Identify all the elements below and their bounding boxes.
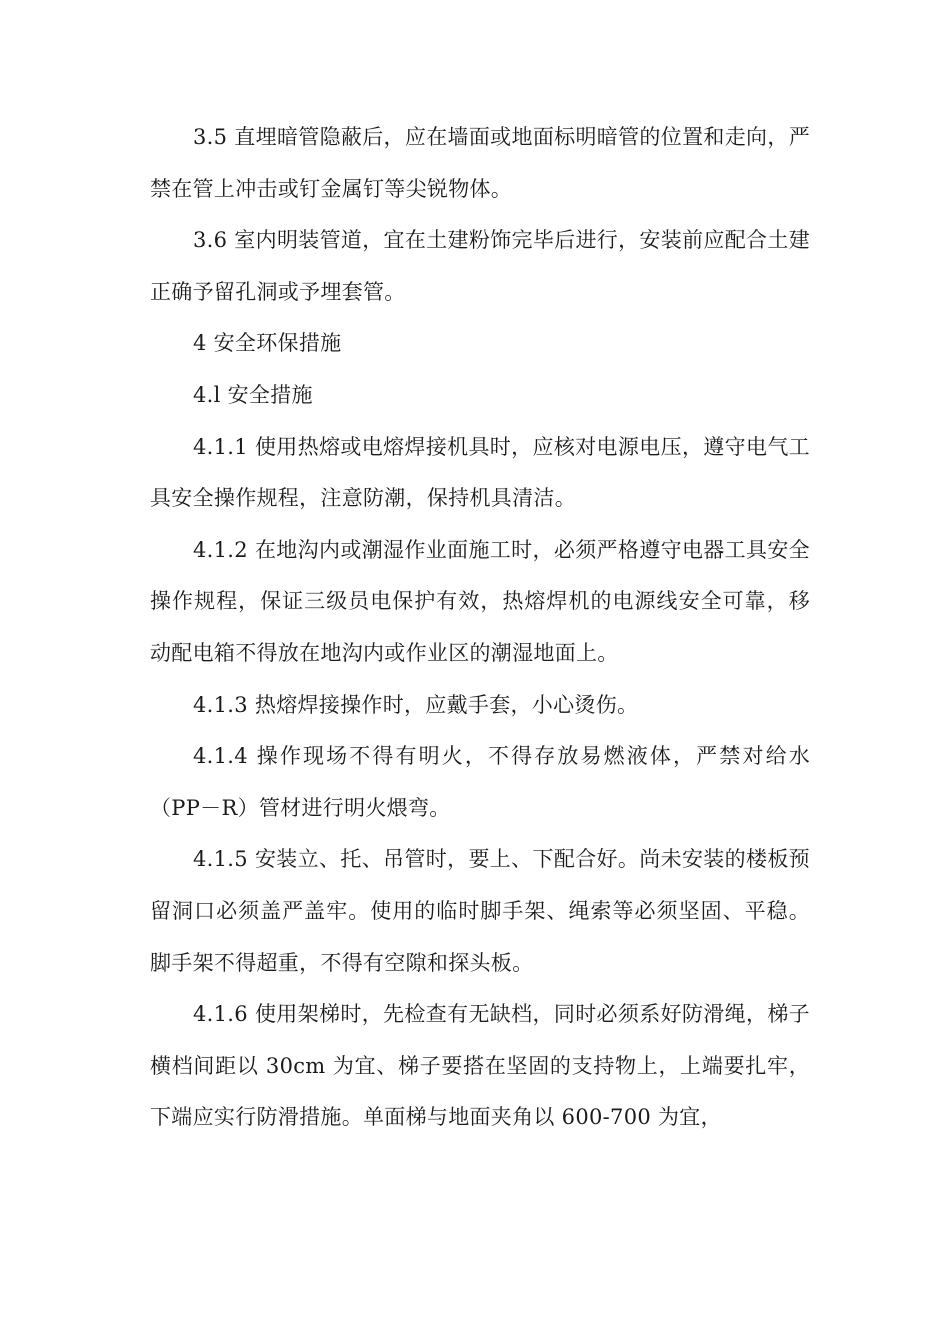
paragraph-4-1-6: 4.1.6 使用架梯时，先检查有无缺档，同时必须系好防滑绳，梯子横档间距以 30cm 为宜、梯子要搭在坚固的支持物上，上端要扎牢，下端应实行防滑措施。单面梯与地面夹角以 600-700 为宜， [150, 1002, 810, 1130]
body-text [150, 112, 810, 1144]
paragraph-4-1-2: 4.1.2 在地沟内或潮湿作业面施工时，必须严格遵守电器工具安全操作规程，保证三级员电保护有效，热熔焊机的电源线安全可靠，移动配电箱不得放在地沟内或作业区的潮湿地面上。 [150, 537, 810, 665]
paragraph-4-1-5: 4.1.5 安装立、托、吊管时，要上、下配合好。尚未安装的楼板预留洞口必须盖严盖牢。使用的临时脚手架、绳索等必须坚固、平稳。脚手架不得超重，不得有空隙和探头板。 [150, 847, 810, 975]
paragraph-3-6: 3.6 室内明装管道，宜在土建粉饰完毕后进行，安装前应配合土建正确予留孔洞或予埋套管。 [150, 228, 810, 304]
paragraph-4-1-1: 4.1.1 使用热熔或电熔焊接机具时，应核对电源电压，遵守电气工具安全操作规程，注意防潮，保持机具清洁。 [150, 434, 810, 511]
section-heading-4-1: 4.l 安全措施 [193, 382, 313, 407]
paragraph-4-1-3: 4.1.3 热熔焊接操作时，应戴手套，小心烫伤。 [193, 692, 639, 717]
section-heading-4: 4 安全环保措施 [193, 331, 342, 356]
paragraph-4-1-4: 4.1.4 操作现场不得有明火，不得存放易燃液体，严禁对给水（PP－R）管材进行明火煨弯。 [150, 744, 810, 820]
paragraph-3-5: 3.5 直埋暗管隐蔽后，应在墙面或地面标明暗管的位置和走向，严禁在管上冲击或钉金属钉等尖锐物体。 [150, 125, 810, 201]
